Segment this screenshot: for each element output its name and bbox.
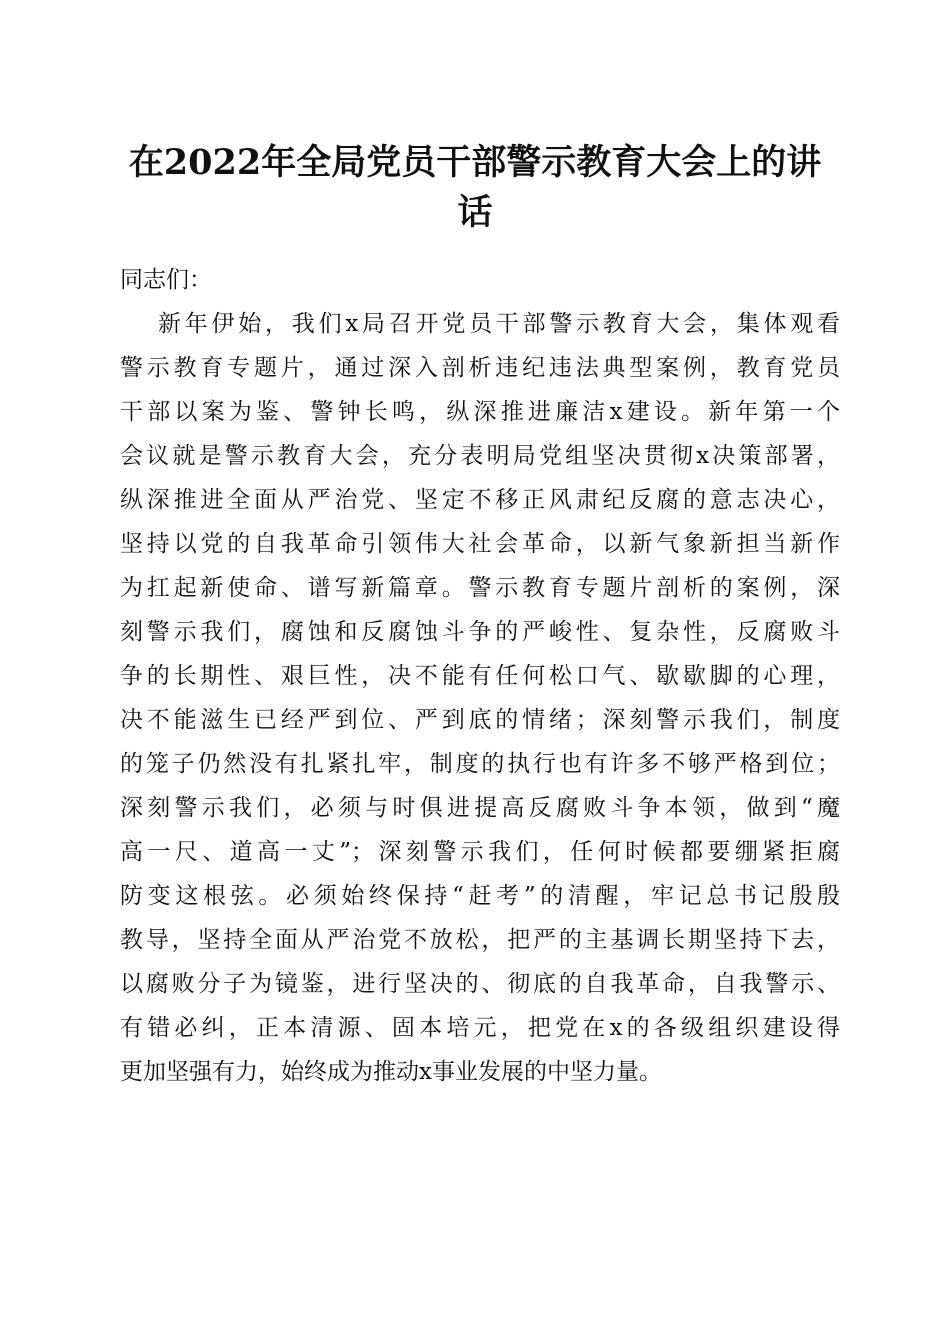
paragraph-line: 会议就是警示教育大会，充分表明局党组坚决贯彻x决策部署， — [120, 443, 840, 469]
paragraph-line: 决不能滋生已经严到位、严到底的情绪；深刻警示我们，制度 — [120, 707, 840, 733]
paragraph-line: 教导，坚持全面从严治党不放松，把严的主基调长期坚持下去， — [120, 927, 840, 953]
document-title — [110, 138, 840, 238]
paragraph-line: 干部以案为鉴、警钟长鸣，纵深推进廉洁x建设。新年第一个 — [120, 399, 840, 425]
paragraph-line: 有错必纠，正本清源、固本培元，把党在x的各级组织建设得 — [120, 1015, 840, 1041]
speech-paragraph — [120, 302, 840, 1094]
salutation: 同志们： — [120, 267, 212, 293]
paragraph-line: 的笼子仍然没有扎紧扎牢，制度的执行也有许多不够严格到位； — [120, 751, 840, 777]
speech-body — [120, 258, 840, 1094]
paragraph-line: 更加坚强有力，始终成为推动x事业发展的中坚力量。 — [120, 1059, 662, 1085]
title-line-2: 话 — [457, 192, 493, 233]
paragraph-line: 高一尺、道高一丈”；深刻警示我们，任何时候都要绷紧拒腐 — [120, 839, 840, 865]
title-line-1: 在2022年全局党员干部警示教育大会上的讲 — [128, 142, 822, 183]
paragraph-line: 纵深推进全面从严治党、坚定不移正风肃纪反腐的意志决心， — [120, 487, 840, 513]
paragraph-line: 坚持以党的自我革命引领伟大社会革命，以新气象新担当新作 — [120, 531, 840, 557]
paragraph-line: 警示教育专题片，通过深入剖析违纪违法典型案例，教育党员 — [120, 355, 840, 381]
paragraph-line: 新年伊始，我们x局召开党员干部警示教育大会，集体观看 — [158, 311, 840, 337]
paragraph-line: 防变这根弦。必须始终保持“赶考”的清醒，牢记总书记殷殷 — [120, 883, 840, 909]
paragraph-line: 以腐败分子为镜鉴，进行坚决的、彻底的自我革命，自我警示、 — [120, 971, 840, 997]
paragraph-line: 争的长期性、艰巨性，决不能有任何松口气、歇歇脚的心理， — [120, 663, 840, 689]
paragraph-line: 为扛起新使命、谱写新篇章。警示教育专题片剖析的案例，深 — [120, 575, 840, 601]
paragraph-line: 深刻警示我们，必须与时俱进提高反腐败斗争本领，做到“魔 — [120, 795, 840, 821]
paragraph-line: 刻警示我们，腐蚀和反腐蚀斗争的严峻性、复杂性，反腐败斗 — [120, 619, 840, 645]
